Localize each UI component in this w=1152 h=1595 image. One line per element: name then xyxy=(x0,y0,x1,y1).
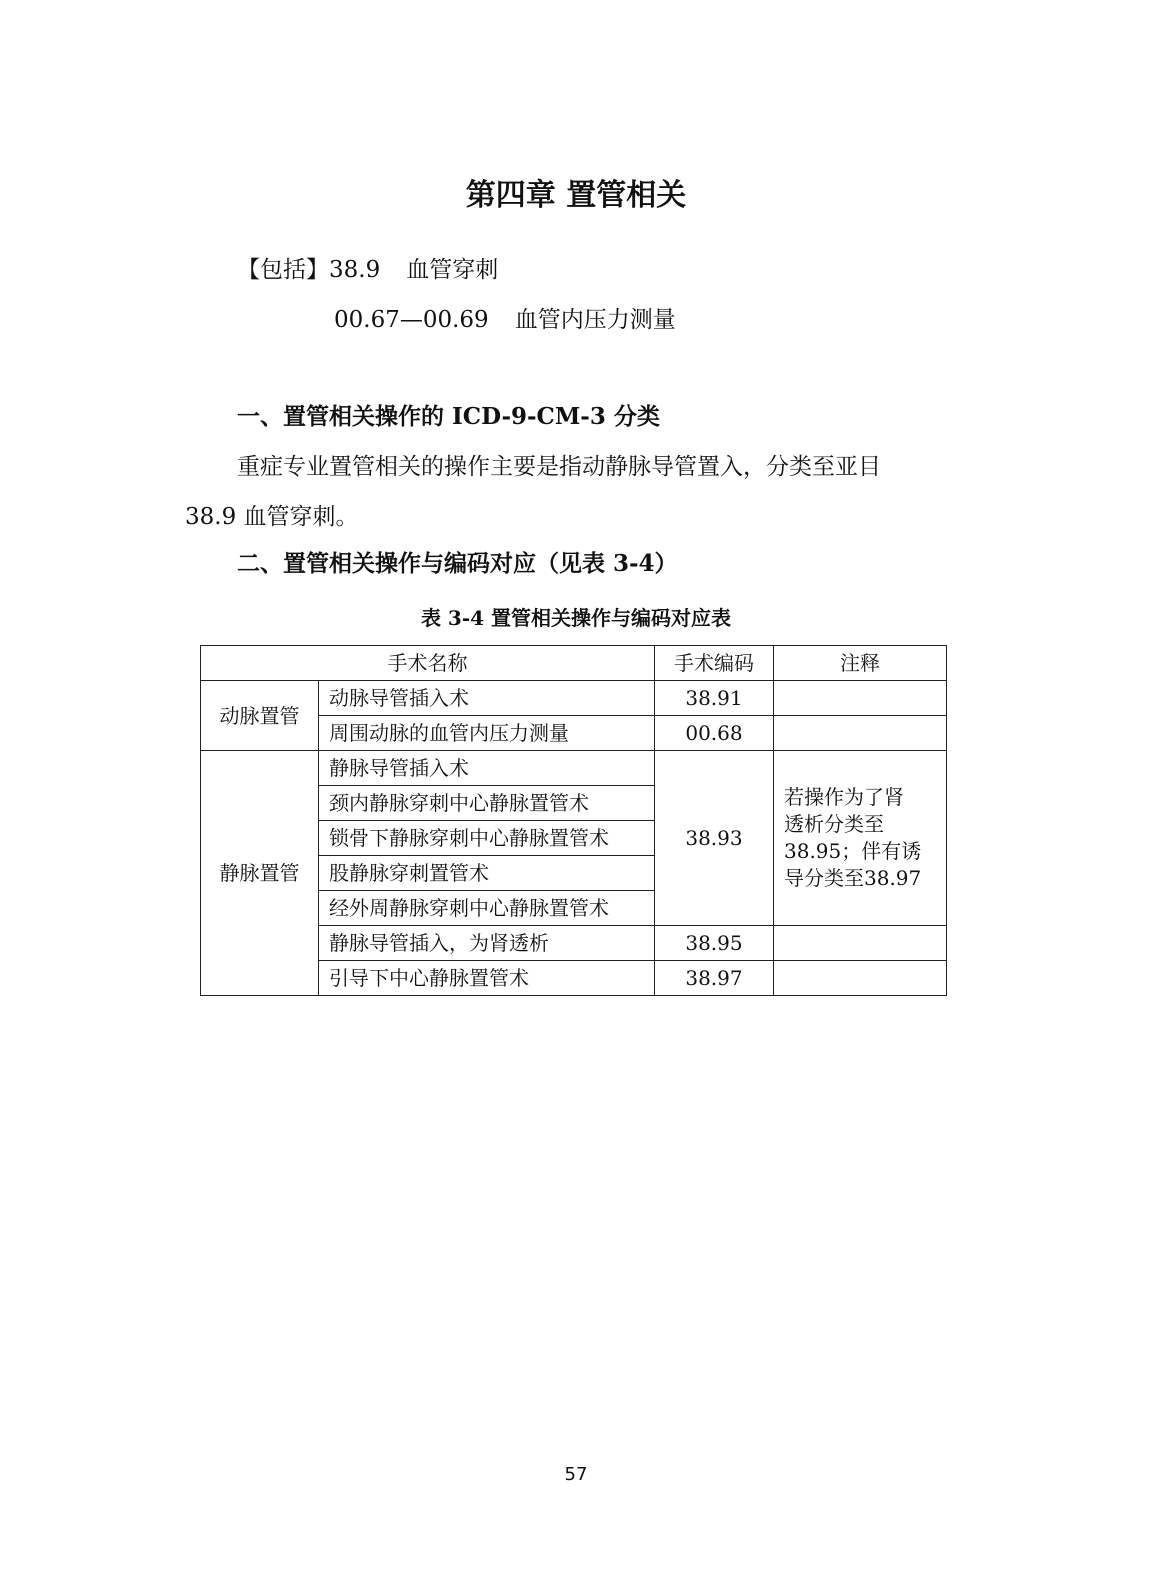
procedure-name: 引导下中心静脉置管术 xyxy=(319,961,655,996)
note-line: 导分类至38.97 xyxy=(784,866,922,890)
include-code: 38.9 xyxy=(329,257,381,283)
header-code: 手术编码 xyxy=(655,646,774,681)
merged-note-cell xyxy=(774,751,947,926)
table-row xyxy=(201,751,947,786)
procedure-note xyxy=(774,681,947,716)
procedure-code: 38.97 xyxy=(655,961,774,996)
section-heading-2: 二、置管相关操作与编码对应（见表 3-4） xyxy=(237,550,678,577)
code-table xyxy=(200,645,947,996)
paragraph-line: 重症专业置管相关的操作主要是指动静脉导管置入，分类至亚目 xyxy=(237,454,881,480)
includes-line-1 xyxy=(237,254,498,286)
table-header-row xyxy=(201,646,947,681)
procedure-note xyxy=(774,926,947,961)
procedure-name: 经外周静脉穿刺中心静脉置管术 xyxy=(319,891,655,926)
procedure-name: 颈内静脉穿刺中心静脉置管术 xyxy=(319,786,655,821)
procedure-note xyxy=(774,961,947,996)
page-number: 57 xyxy=(564,1464,588,1485)
note-line: 38.95；伴有诱 xyxy=(784,839,922,863)
procedure-note xyxy=(774,716,947,751)
procedure-name: 股静脉穿刺置管术 xyxy=(319,856,655,891)
procedure-name: 动脉导管插入术 xyxy=(319,681,655,716)
include-code: 00.67—00.69 xyxy=(334,307,489,333)
note-line: 若操作为了肾 xyxy=(784,785,904,809)
header-note: 注释 xyxy=(774,646,947,681)
includes-line-2 xyxy=(334,304,676,336)
note-line: 透析分类至 xyxy=(784,812,884,836)
include-name: 血管内压力测量 xyxy=(514,307,676,333)
procedure-name: 周围动脉的血管内压力测量 xyxy=(319,716,655,751)
chapter-title: 第四章 置管相关 xyxy=(465,178,687,213)
procedure-name: 锁骨下静脉穿刺中心静脉置管术 xyxy=(319,821,655,856)
include-name: 血管穿刺 xyxy=(406,257,499,283)
category-cell: 静脉置管 xyxy=(201,751,319,996)
header-name: 手术名称 xyxy=(201,646,655,681)
table-row xyxy=(201,681,947,716)
procedure-code: 38.95 xyxy=(655,926,774,961)
procedure-name: 静脉导管插入，为肾透析 xyxy=(319,926,655,961)
procedure-code: 00.68 xyxy=(655,716,774,751)
category-cell: 动脉置管 xyxy=(201,681,319,751)
procedure-code: 38.91 xyxy=(655,681,774,716)
includes-label: 【包括】 xyxy=(237,257,329,283)
section-heading-1: 一、置管相关操作的 ICD-9-CM-3 分类 xyxy=(237,403,660,430)
paragraph-line: 38.9 血管穿刺。 xyxy=(185,504,359,530)
procedure-name: 静脉导管插入术 xyxy=(319,751,655,786)
table-caption: 表 3-4 置管相关操作与编码对应表 xyxy=(420,606,732,630)
merged-code-cell: 38.93 xyxy=(655,751,774,926)
